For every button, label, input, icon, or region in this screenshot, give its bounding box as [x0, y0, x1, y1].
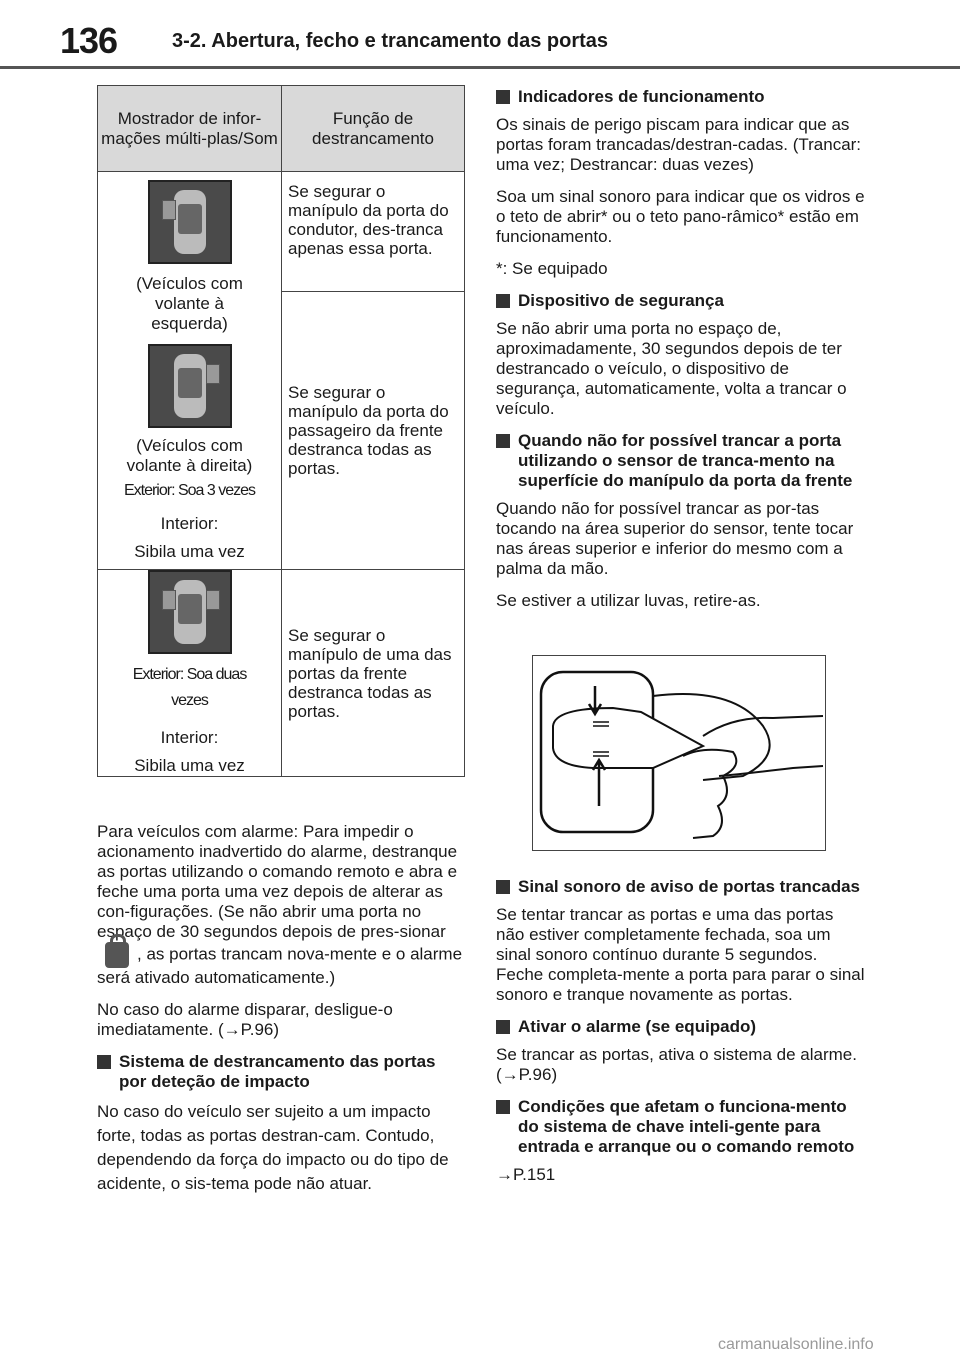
- left-column: [97, 822, 467, 1208]
- interior-label: Interior:: [160, 513, 219, 533]
- lhd-caption: (Veículos com volante à esquerda): [136, 273, 243, 333]
- table-cell-indicator-3: [98, 172, 282, 570]
- header-divider: [0, 66, 960, 69]
- right-column: [496, 87, 866, 623]
- table-row: [98, 570, 465, 777]
- alarm-stop-paragraph: No caso do alarme disparar, desligue-o imediatamente. (→P.96): [97, 1000, 393, 1039]
- sensor-heading: Quando não for possível trancar a porta utilizando o sensor de tranca-mento na superfície do manípulo da porta da frente: [496, 431, 866, 491]
- alarm-heading: Ativar o alarme (se equipado): [496, 1017, 866, 1037]
- table-header-display: Mostrador de infor-mações múlti-plas/Som: [98, 86, 282, 172]
- table-row: [98, 172, 465, 292]
- indicators-paragraph-1: Os sinais de perigo piscam para indicar que as portas foram trancadas/destran-cadas. (Trancar: uma vez; Destrancar: duas vezes): [496, 115, 862, 174]
- exterior-2-caption: Exterior: Soa duas vezes: [132, 666, 247, 709]
- impact-paragraph: No caso do veículo ser sujeito a um impacto forte, todas as portas destran-cam. Contudo, dependendo da força do impacto ou do tipo de acidente, o sis-tema pode não atuar.: [97, 1102, 449, 1193]
- impact-heading: Sistema de destrancamento das portas por deteção de impacto: [97, 1052, 467, 1092]
- indicators-paragraph-2: Soa um sinal sonoro para indicar que os vidros e o teto de abrir* ou o teto pano-râmico* estão em funcionamento.: [496, 187, 865, 246]
- car-driver-door-open-icon: [148, 180, 232, 264]
- conditions-reference: →P.151: [496, 1165, 556, 1184]
- lock-icon: [105, 942, 129, 968]
- table-cell-front-function: Se segurar o manípulo de uma das portas da frente destranca todas as portas.: [282, 570, 465, 777]
- door-handle-illustration: [532, 655, 826, 851]
- rhd-caption: (Veículos com volante à direita): [126, 435, 253, 475]
- alarm-paragraph: [97, 822, 467, 988]
- sensor-paragraph-2: Se estiver a utilizar luvas, retire-as.: [496, 591, 761, 610]
- unlock-function-table: [97, 85, 465, 777]
- page-number: 136: [60, 20, 118, 61]
- interior-label: Interior:: [160, 728, 219, 747]
- car-passenger-door-open-icon: [148, 344, 232, 428]
- table-header-function: Função de destrancamento: [282, 86, 465, 172]
- table-cell-passenger-function: Se segurar o manípulo da porta do passageiro da frente destranca todas as portas.: [282, 292, 465, 570]
- interior-beep-text: Sibila uma vez: [134, 541, 245, 561]
- table-cell-indicator-2: [98, 570, 282, 777]
- equipped-note: *: Se equipado: [496, 259, 608, 278]
- page-header: [0, 0, 960, 68]
- section-title: 3-2. Abertura, fecho e trancamento das portas: [172, 30, 609, 52]
- safety-paragraph: Se não abrir uma porta no espaço de, aproximadamente, 30 segundos depois de ter destrancado o veículo, o dispositivo de segurança, automaticamente, volta a trancar o veículo.: [496, 319, 847, 418]
- right-column-lower: [496, 877, 866, 1197]
- exterior-3-caption: Exterior: Soa 3 vezes: [123, 481, 256, 499]
- table-cell-driver-function: Se segurar o manípulo da porta do condutor, des-tranca apenas essa porta.: [282, 172, 465, 292]
- sensor-paragraph-1: Quando não for possível trancar as por-tas tocando na área superior do sensor, tente tocar nas áreas superior e inferior do mesmo com a palma da mão.: [496, 499, 854, 578]
- safety-heading: Dispositivo de segurança: [496, 291, 866, 311]
- indicators-heading: Indicadores de funcionamento: [496, 87, 866, 107]
- buzzer-paragraph: Se tentar trancar as portas e uma das portas não estiver completamente fechada, soa um sinal sonoro contínuo durante 5 segundos. Feche completa-mente a porta para parar o sinal sonoro e tranque novamente as portas.: [496, 905, 865, 1004]
- buzzer-heading: Sinal sonoro de aviso de portas trancadas: [496, 877, 866, 897]
- alarm-text-a: Para veículos com alarme: Para impedir o acionamento inadvertido do alarme, destranque as portas utilizando o comando remoto e abra e feche uma porta uma vez depois de alterar as con-figurações. (Se não abrir uma porta no espaço de 30 segundos depois de pres-sionar: [97, 822, 458, 941]
- table-header-row: [98, 86, 465, 172]
- interior-beep-text: Sibila uma vez: [134, 756, 245, 775]
- door-handle-hand-icon: [533, 656, 825, 850]
- alarm-text-b: , as portas trancam nova-mente e o alarme será ativado automaticamente.): [97, 944, 463, 987]
- conditions-heading: Condições que afetam o funciona-mento do sistema de chave inteli-gente para entrada e arranque ou o comando remoto: [496, 1097, 866, 1157]
- watermark: carmanualsonline.info: [718, 1336, 874, 1353]
- alarm-paragraph-right: Se trancar as portas, ativa o sistema de alarme. (→P.96): [496, 1045, 857, 1084]
- car-front-doors-open-icon: [148, 570, 232, 654]
